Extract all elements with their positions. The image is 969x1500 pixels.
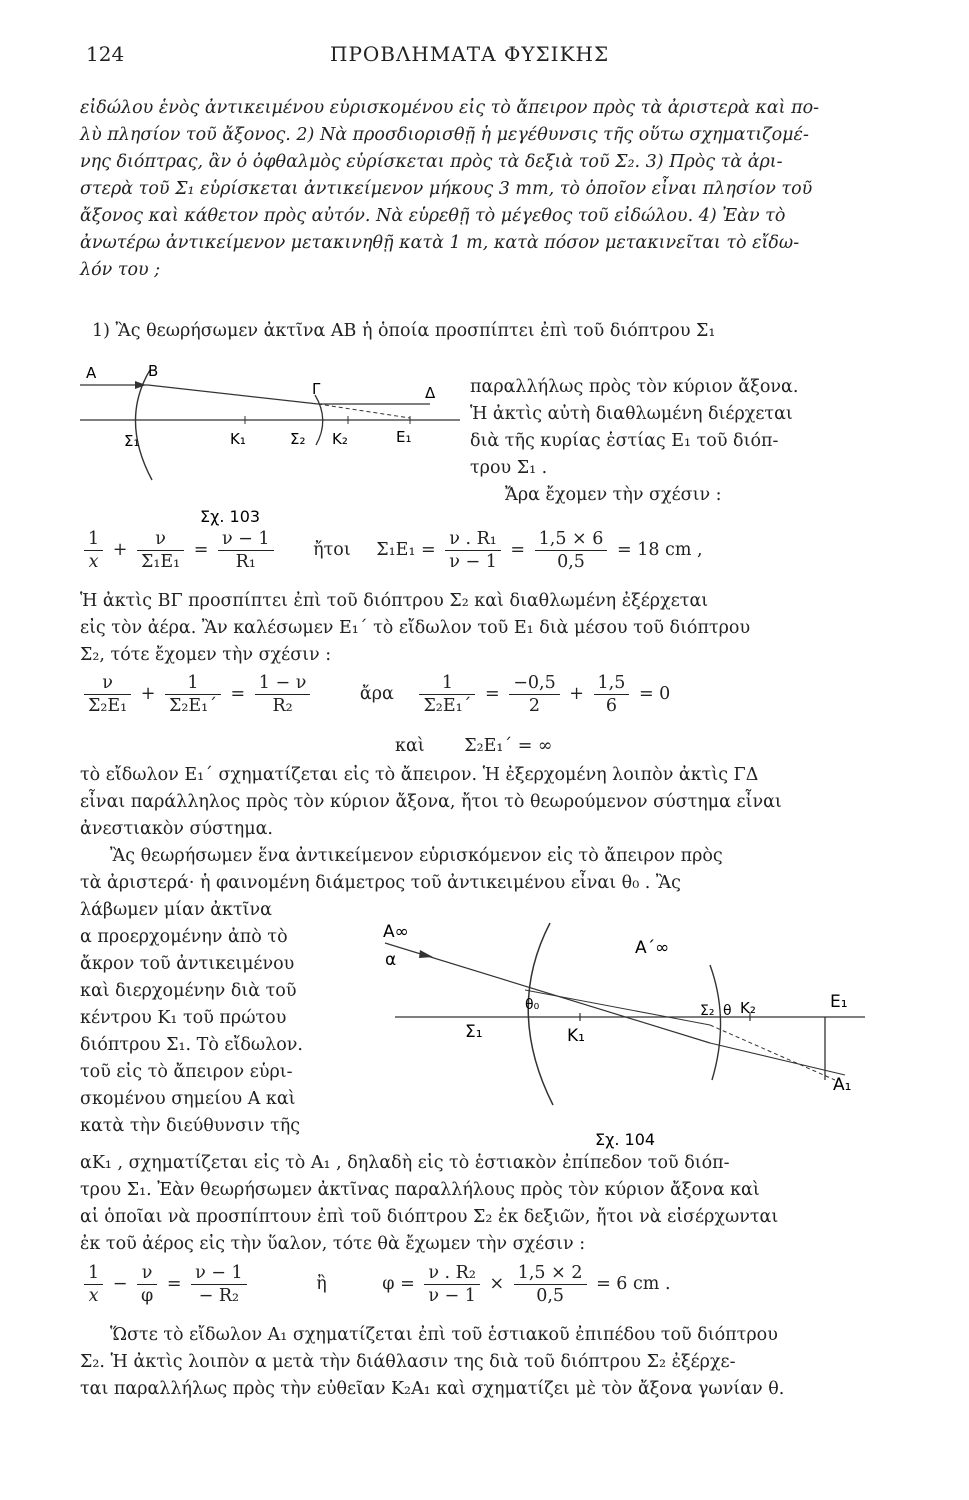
paragraph-line: εἶναι παράλληλος πρὸς τὸν κύριον ἄξονα, ἤτοι τὸ θεωρούμενον σύστημα εἶναι [80,792,782,812]
problem-line: λὺ πλησίον τοῦ ἄξονος. 2) Νὰ προσδιορισθῇ ἡ μεγέθυνσις τῆς οὕτω σχηματιζομέ- [80,125,809,145]
paragraph-line: τοῦ εἰς τὸ ἄπειρον εὑρι- [80,1062,293,1082]
paragraph-line: ἄκρον τοῦ ἀντικειμένου [80,954,295,974]
eq-numerator: ν [84,672,131,695]
eq-denominator: Σ₂Ε₁΄ [169,696,217,716]
paragraph-line: ται παραλλήλως πρὸς τὴν εὐθεῖαν Κ₂Α₁ καὶ σχηματίζει μὲ τὸν ἄξονα γωνίαν θ. [80,1379,785,1399]
paragraph-line: καὶ διερχομένην διὰ τοῦ [80,981,297,1001]
equation-1 [80,528,703,573]
problem-line: λόν του ; [80,260,161,280]
eq-numerator: 1,5 × 6 [535,528,608,551]
ray-dashed [318,404,410,418]
label-theta0: θ₀ [525,997,540,1013]
eq-numerator: 1 [84,1262,103,1285]
figure-caption: Σχ. 104 [595,1130,656,1149]
label-a1: Α₁ [833,1075,852,1095]
eq-denominator: − R₂ [198,1286,240,1306]
paragraph-line: Σ₂. Ἡ ἀκτὶς λοιπὸν α μετὰ τὴν διάθλασιν της διὰ τοῦ διόπτρου Σ₂ ἐξέρχε- [80,1352,736,1372]
eq-numerator: 1 [165,672,221,695]
paragraph-line: κέντρου Κ₁ τοῦ πρώτου [80,1008,287,1028]
equation-3 [80,1262,671,1307]
eq-denominator: Σ₂Ε₁ [88,696,128,716]
label-s2: Σ₂ [290,430,306,448]
ray-dashed [710,1025,835,1080]
label-k2: Κ₂ [740,999,756,1017]
eq-numerator: 1 − ν [255,672,311,695]
label-e1: Ε₁ [396,428,412,446]
running-title: ΠΡΟΒΛΗΜΑΤΑ ΦΥΣΙΚΗΣ [330,42,610,66]
paragraph-line: τὸ εἴδωλον Ε₁΄ σχηματίζεται εἰς τὸ ἄπειρον. Ἡ ἐξερχομένη λοιπὸν ἀκτὶς ΓΔ [80,765,759,785]
eq-denominator: R₂ [272,696,293,716]
eq-result: = 18 cm , [617,540,703,560]
solution-line: παραλλήλως πρὸς τὸν κύριον ἄξονα. [470,377,799,397]
eq-operator: + [140,684,156,704]
label-alpha: α [385,950,397,970]
ray-upper [525,990,710,1025]
ray-alpha [385,943,710,1043]
solution-line: τρου Σ₁ . [470,458,548,478]
eq-operator: + [112,540,128,560]
equation-2 [80,672,670,717]
eq-operator: − [112,1274,128,1294]
label-a-prime-infinity: Α΄∞ [635,938,670,958]
paragraph-line: σκομένου σημείου Α καὶ [80,1089,296,1109]
eq-numerator: 1,5 [594,672,630,695]
eq-operator: + [569,684,584,704]
label-g: Γ [312,380,321,398]
paragraph-line: Σ₂, τότε ἔχομεν τὴν σχέσιν : [80,645,332,665]
label-b: Β [148,362,159,380]
eq-operator: = [484,684,500,704]
solution-line: διὰ τῆς κυρίας ἑστίας Ε₁ τοῦ διόπ- [470,431,779,451]
eq-text: ἄρα [359,684,394,704]
solution-line: Ἡ ἀκτὶς αὐτὴ διαθλωμένη διέρχεται [470,404,793,424]
eq-numerator: ν [137,528,184,551]
paragraph-line: Ἂς θεωρήσωμεν ἕνα ἀντικείμενον εὑρισκόμενον εἰς τὸ ἄπειρον πρὸς [110,846,723,866]
surface-s2 [710,965,721,1080]
eq-denominator: Σ₂Ε₁΄ [423,696,472,716]
eq-numerator: 1,5 × 2 [514,1262,587,1285]
eq-denominator: ν − 1 [449,552,497,572]
eq-denominator: x [88,552,99,572]
eq-numerator: ν . R₁ [445,528,501,551]
eq-text: καὶ [395,736,425,756]
equation-2b [395,736,553,756]
paragraph-line: αἱ ὁποῖαι νὰ προσπίπτουν ἐπὶ τοῦ διόπτρου Σ₂ ἐκ δεξιῶν, ἤτοι νὰ εἰσέρχωνται [80,1207,779,1227]
label-theta: θ [723,1003,732,1019]
eq-result: Σ₂Ε₁΄ = ∞ [464,736,553,756]
page-number: 124 [86,42,125,66]
paragraph-line: τρου Σ₁. Ἐὰν θεωρήσωμεν ἀκτῖνας παραλλήλους πρὸς τὸν κύριον ἄξονα καὶ [80,1180,760,1200]
label-a: Α [86,364,97,382]
eq-denominator: ν − 1 [428,1286,476,1306]
solution-line: Ἄρα ἔχομεν τὴν σχέσιν : [505,485,722,505]
paragraph-line: κατὰ τὴν διεύθυνσιν τῆς [80,1116,301,1136]
paragraph-line: ἐκ τοῦ ἀέρος εἰς τὴν ὕαλον, τότε θὰ ἔχωμεν τὴν σχέσιν : [80,1234,586,1254]
eq-denominator: 0,5 [557,552,585,572]
paragraph-line: α προερχομένην ἀπὸ τὸ [80,927,288,947]
eq-denominator: Σ₁Ε₁ [140,552,181,572]
eq-text: φ = [382,1274,415,1294]
paragraph-line: Ὥστε τὸ εἴδωλον Α₁ σχηματίζεται ἐπὶ τοῦ ἑστιακοῦ ἐπιπέδου τοῦ διόπτρου [110,1325,778,1345]
paragraph-line: Ἡ ἀκτὶς ΒΓ προσπίπτει ἐπὶ τοῦ διόπτρου Σ₂ καὶ διαθλωμένη ἐξέρχεται [80,591,709,611]
eq-denominator: x [88,1286,99,1306]
eq-numerator: ν − 1 [218,528,274,551]
eq-denominator: 0,5 [536,1286,565,1306]
label-d: Δ [425,384,436,402]
eq-denominator: φ [140,1286,154,1306]
eq-denominator: 6 [605,696,618,716]
problem-line: εἰδώλου ἑνὸς ἀντικειμένου εὑρισκομένου εἰς τὸ ἄπειρον πρὸς τὰ ἀριστερὰ καὶ πο- [80,98,820,118]
eq-numerator: ν . R₂ [424,1262,480,1285]
arrow-icon [419,950,433,958]
eq-numerator: ν [137,1262,157,1285]
problem-line: στερὰ τοῦ Σ₁ εὑρίσκεται ἀντικείμενον μήκους 3 mm, τὸ ὁποῖον εἶναι πλησίον τοῦ [80,179,813,199]
label-k2: Κ₂ [332,430,348,448]
eq-numerator: 1 [84,528,103,551]
label-k1: Κ₁ [230,430,246,448]
label-k1: Κ₁ [567,1026,585,1046]
eq-operator: = [166,1274,182,1294]
eq-operator: = [193,540,209,560]
paragraph-line: τὰ ἀριστερά· ἡ φαινομένη διάμετρος τοῦ ἀντικειμένου εἶναι θ₀ . Ἂς [80,873,681,893]
eq-text: ἢ [316,1274,327,1294]
paragraph-line: εἰς τὸν ἀέρα. Ἂν καλέσωμεν Ε₁΄ τὸ εἴδωλον τοῦ Ε₁ διὰ μέσου τοῦ διόπτρου [80,618,751,638]
eq-result: = 0 [638,684,671,704]
eq-numerator: ν − 1 [191,1262,247,1285]
surface-s1 [528,923,553,1105]
problem-line: ἀνωτέρω ἀντικείμενον μετακινηθῇ κατὰ 1 m, κατὰ πόσον μετακινεῖται τὸ εἴδω- [80,233,800,253]
eq-text: Σ₁Ε₁ = [376,540,436,560]
eq-operator: × [489,1274,505,1294]
label-s2: Σ₂ [700,1003,715,1019]
eq-operator: = [510,540,526,560]
paragraph-line: αΚ₁ , σχηματίζεται εἰς τὸ Α₁ , δηλαδὴ εἰς τὸ ἑστιακὸν ἐπίπεδον τοῦ διόπ- [80,1153,730,1173]
eq-operator: = [230,684,246,704]
paragraph-line: λάβωμεν μίαν ἀκτῖνα [80,900,272,920]
problem-line: νης διόπτρας, ἂν ὁ ὀφθαλμὸς εὑρίσκεται πρὸς τὰ δεξιὰ τοῦ Σ₂. 3) Πρὸς τὰ ἀρι- [80,152,783,172]
figure-caption: Σχ. 103 [200,507,261,526]
paragraph-line: ἀνεστιακὸν σύστημα. [80,819,273,839]
figure-104 [365,905,885,1160]
page-header [0,42,969,72]
label-s1: Σ₁ [465,1022,483,1042]
eq-result: = 6 cm . [596,1274,671,1294]
eq-numerator: −0,5 [509,672,560,695]
label-a-infinity: Α∞ [383,922,409,942]
figure-103 [80,350,470,530]
eq-text: ἤτοι [313,540,351,560]
label-s1: Σ₁ [124,432,140,450]
solution-intro: 1) Ἂς θεωρήσωμεν ἀκτῖνα ΑΒ ἡ ὁποία προσπίπτει ἐπὶ τοῦ διόπτρου Σ₁ [92,321,716,341]
eq-denominator: 2 [528,696,541,716]
label-e1: Ε₁ [830,992,848,1012]
eq-numerator: 1 [419,672,475,695]
paragraph-line: διόπτρου Σ₁. Τὸ εἴδωλον. [80,1035,303,1055]
eq-denominator: R₁ [235,552,256,572]
problem-line: ἄξονος καὶ κάθετον πρὸς αὐτόν. Νὰ εὑρεθῇ τὸ μέγεθος τοῦ εἰδώλου. 4) Ἐὰν τὸ [80,206,786,226]
ray-bg [148,385,318,404]
